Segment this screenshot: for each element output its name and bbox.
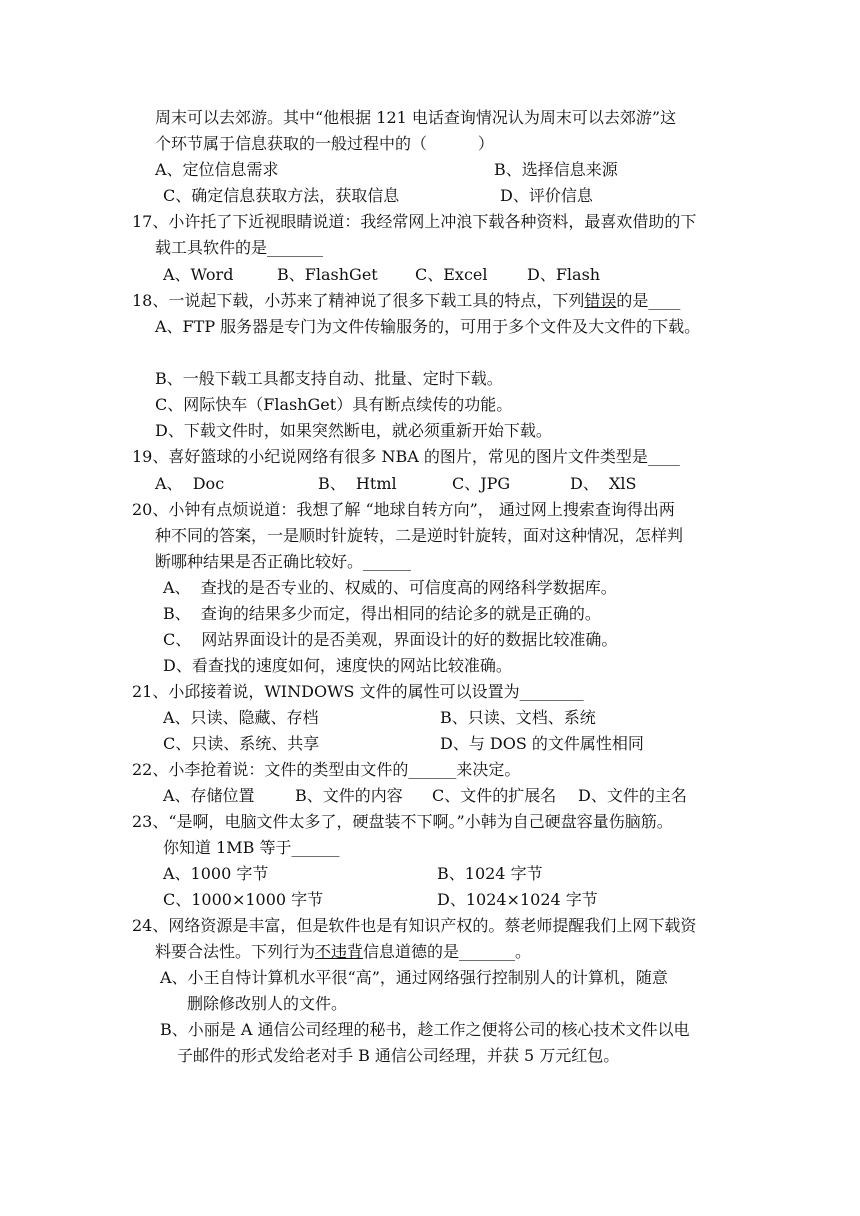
q24-stem-line1: 24、网络资源是丰富，但是软件也是有知识产权的。蔡老师提醒我们上网下载资 (132, 916, 697, 935)
q19-stem-line1: 19、喜好篮球的小纪说网络有很多 NBA 的图片，常见的图片文件类型是____ (132, 447, 680, 466)
q17-stem-line2: 载工具软件的是_______ (155, 238, 324, 257)
q23-option-d: D、1024×1024 字节 (437, 890, 598, 909)
q17-option-c: C、Excel (415, 265, 488, 284)
q16-stem-line2: 个环节属于信息获取的一般过程中的（ ） (155, 134, 494, 153)
q16-option-b: B、选择信息来源 (494, 160, 618, 179)
q22-option-a: A、存储位置 (163, 786, 255, 805)
q22-option-c: C、文件的扩展名 (432, 786, 557, 805)
q18-stem-line1 (132, 291, 680, 311)
q21-stem-line1: 21、小邱接着说，WINDOWS 文件的属性可以设置为________ (132, 682, 584, 701)
q20-stem-line1: 20、小钟有点烦说道：我想了解 “地球自转方向”， 通过网上搜索查询得出两 (132, 500, 675, 519)
q21-option-a: A、只读、隐藏、存档 (163, 708, 319, 727)
q18-option-a: A、FTP 服务器是专门为文件传输服务的，可用于多个文件及大文件的下载。 (155, 317, 701, 336)
q20-option-c: C、 网站界面设计的是否美观，界面设计的好的数据比较准确。 (163, 630, 618, 649)
q20-option-a: A、 查找的是否专业的、权威的、可信度高的网络科学数据库。 (163, 578, 617, 597)
q22-stem-line1: 22、小李抢着说：文件的类型由文件的______来决定。 (132, 760, 521, 779)
q19-option-b: B、 Html (318, 474, 397, 493)
q23-option-b: B、1024 字节 (437, 864, 543, 883)
q18-stem-emphasis: 错误 (584, 291, 617, 310)
q24-stem-emphasis: 不违背 (315, 942, 364, 961)
q18-option-d: D、下载文件时，如果突然断电，就必须重新开始下载。 (155, 421, 552, 440)
q24-stem-post: 信息道德的是_______。 (363, 942, 532, 961)
q16-option-a: A、定位信息需求 (155, 160, 279, 179)
q18-option-b: B、一般下载工具都支持自动、批量、定时下载。 (155, 369, 503, 388)
q16-stem-line1: 周末可以去郊游。其中“他根据 121 电话查询情况认为周末可以去郊游”这 (155, 108, 677, 127)
q18-stem-pre: 18、一说起下载，小苏来了精神说了很多下载工具的特点，下列 (132, 291, 585, 310)
q24-stem-pre: 料要合法性。下列行为 (155, 942, 316, 961)
q24-option-b-line2: 子邮件的形式发给老对手 B 通信公司经理，并获 5 万元红包。 (177, 1046, 620, 1065)
q22-option-b: B、文件的内容 (295, 786, 403, 805)
q19-option-d: D、 XlS (570, 474, 637, 493)
q18-option-c: C、网际快车（FlashGet）具有断点续传的功能。 (155, 395, 513, 414)
q16-option-c: C、确定信息获取方法，获取信息 (163, 186, 400, 205)
q17-stem-line1: 17、小许托了下近视眼睛说道：我经常网上冲浪下载各种资料，最喜欢借助的下 (132, 212, 697, 231)
q17-option-a: A、Word (163, 265, 234, 284)
q20-stem-line3: 断哪种结果是否正确比较好。______ (155, 552, 412, 571)
q23-stem-line2: 你知道 1MB 等于______ (163, 838, 340, 857)
q17-option-b: B、FlashGet (277, 265, 378, 284)
q24-option-a-line1: A、小王自恃计算机水平很“高”，通过网络强行控制别人的计算机，随意 (160, 968, 668, 987)
q22-option-d: D、文件的主名 (578, 786, 687, 805)
q24-option-b-line1: B、小丽是 A 通信公司经理的秘书，趁工作之便将公司的核心技术文件以电 (160, 1020, 690, 1039)
q21-option-d: D、与 DOS 的文件属性相同 (440, 734, 644, 753)
q24-stem-line2 (155, 942, 531, 962)
q20-option-b: B、 查询的结果多少而定，得出相同的结论多的就是正确的。 (163, 604, 601, 623)
q17-option-d: D、Flash (527, 265, 601, 284)
q23-stem-line1: 23、“是啊，电脑文件太多了，硬盘装不下啊。”小韩为自己硬盘容量伤脑筋。 (132, 812, 673, 831)
q21-option-b: B、只读、文档、系统 (440, 708, 596, 727)
q23-option-a: A、1000 字节 (163, 864, 269, 883)
q24-option-a-line2: 删除修改别人的文件。 (187, 994, 348, 1013)
q19-option-c: C、JPG (452, 474, 511, 493)
q20-stem-line2: 种不同的答案，一是顺时针旋转，二是逆时针旋转，面对这种情况，怎样判 (155, 526, 684, 545)
q23-option-c: C、1000×1000 字节 (163, 890, 324, 909)
q20-option-d: D、看查找的速度如何，速度快的网站比较准确。 (163, 656, 512, 675)
q19-option-a: A、 Doc (155, 474, 225, 493)
q16-option-d: D、评价信息 (500, 186, 593, 205)
q18-stem-post: 的是____ (616, 291, 681, 310)
q21-option-c: C、只读、系统、共享 (163, 734, 320, 753)
